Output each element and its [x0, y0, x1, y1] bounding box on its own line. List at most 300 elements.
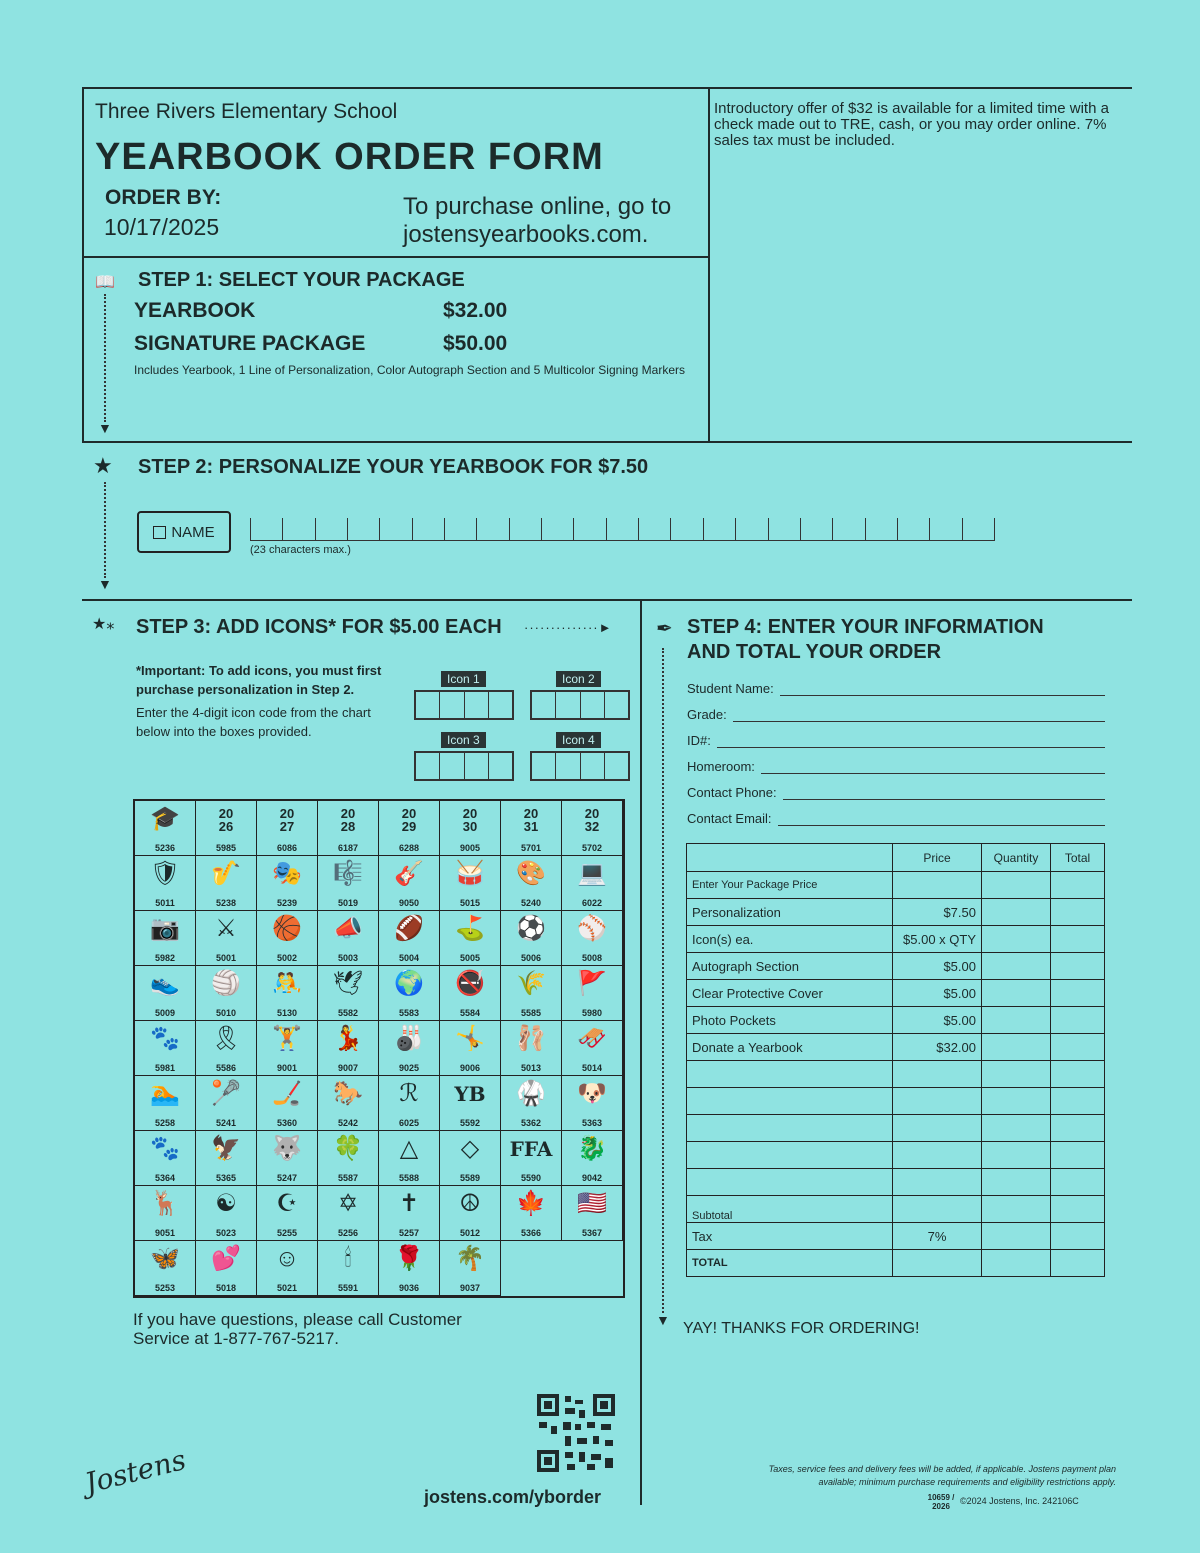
package-yearbook-name: YEARBOOK	[134, 299, 256, 322]
homeroom-label: Homeroom:	[687, 759, 755, 774]
row-icons-qty[interactable]	[982, 926, 1051, 953]
icon-code: 5239	[276, 898, 298, 908]
contact-email-field[interactable]	[687, 800, 1105, 826]
icon-cell	[562, 1186, 623, 1241]
tax-rate: 7%	[893, 1223, 982, 1250]
icon-code: 5981	[154, 1063, 176, 1073]
icon-cell	[501, 801, 562, 856]
icon-cell	[257, 801, 318, 856]
row-autograph-total[interactable]	[1051, 953, 1105, 980]
icon-glyph: 🎼	[333, 860, 363, 887]
icon-cell	[196, 1241, 257, 1296]
icon-glyph: 🐾	[150, 1025, 180, 1052]
icon-cell	[257, 1241, 318, 1296]
icon-glyph: 🎗	[210, 1025, 242, 1052]
customer-service-note: If you have questions, please call Customer Service at 1-877-767-5217.	[133, 1310, 462, 1348]
icon-code: 5247	[276, 1173, 298, 1183]
icon-cell	[318, 856, 379, 911]
row-donate-price: $32.00	[893, 1034, 982, 1061]
row-photo-pockets-price: $5.00	[893, 1007, 982, 1034]
icon-code: 5366	[520, 1228, 542, 1238]
row-autograph-qty[interactable]	[982, 953, 1051, 980]
row-personalization-label: Personalization	[687, 899, 893, 926]
icon-glyph: YB	[454, 1082, 486, 1106]
icon-code: 5367	[581, 1228, 603, 1238]
info-fields	[687, 670, 1105, 826]
icon-cell	[196, 1076, 257, 1131]
icon-glyph: 🚭	[455, 970, 485, 997]
row-personalization-price: $7.50	[893, 899, 982, 926]
package-yearbook-price: $32.00	[443, 299, 508, 322]
icon-cell	[196, 911, 257, 966]
icon-cell	[196, 856, 257, 911]
icon-glyph: 🏐	[211, 970, 241, 997]
icon3-code-boxes[interactable]	[414, 751, 514, 781]
icon-glyph: 🥋	[516, 1080, 546, 1107]
icon-code: 5006	[520, 953, 542, 963]
icon-glyph: ☪	[276, 1190, 298, 1217]
icon-code: 5360	[276, 1118, 298, 1128]
blank-row[interactable]	[687, 1115, 893, 1142]
icon-code: 5587	[337, 1173, 359, 1183]
qr-code-icon	[535, 1392, 617, 1474]
icon-code: 6187	[337, 843, 359, 853]
arrow-down-icon: ▼	[98, 420, 112, 436]
icon-glyph: 20 26	[218, 806, 234, 834]
icon-cell	[379, 801, 440, 856]
icon-glyph: 🏀	[272, 915, 302, 942]
homeroom-field[interactable]	[687, 748, 1105, 774]
icon-glyph: 👟	[150, 970, 180, 997]
icon-glyph: 🕯	[344, 1245, 352, 1272]
icon-cell	[257, 1131, 318, 1186]
icon-glyph: 20 29	[401, 806, 417, 834]
row-cover-qty[interactable]	[982, 980, 1051, 1007]
book-icon: 📖	[95, 274, 115, 291]
icon-cell	[196, 1131, 257, 1186]
icon-glyph: 🦋	[150, 1245, 180, 1272]
icon-glyph: ⚽	[516, 915, 546, 942]
icon-code: 9001	[276, 1063, 298, 1073]
contact-email-label: Contact Email:	[687, 811, 772, 826]
blank-row[interactable]	[687, 1088, 893, 1115]
icon-glyph: 🚩	[577, 970, 607, 997]
row-package-label: Enter Your Package Price	[687, 872, 893, 899]
row-donate-qty[interactable]	[982, 1034, 1051, 1061]
step2-heading: STEP 2: PERSONALIZE YOUR YEARBOOK FOR $7.50	[138, 456, 649, 478]
icon-code: 6025	[398, 1118, 420, 1128]
icon-glyph: ◇	[460, 1135, 480, 1162]
icon-cell	[135, 1241, 196, 1296]
tax-label: Tax	[687, 1223, 893, 1250]
id-field[interactable]	[687, 722, 1105, 748]
icon-glyph: ⚔	[215, 915, 237, 942]
contact-phone-label: Contact Phone:	[687, 785, 777, 800]
row-autograph-label: Autograph Section	[687, 953, 893, 980]
icon-cell	[501, 1021, 562, 1076]
icon-cell	[257, 966, 318, 1021]
icon-code: 5018	[215, 1283, 237, 1293]
icon-cell	[440, 966, 501, 1021]
icon-glyph: 🕊	[332, 970, 364, 997]
icon-cell	[318, 1021, 379, 1076]
icon-glyph: 🍁	[516, 1190, 546, 1217]
fine-print: Taxes, service fees and delivery fees will be added, if applicable. Jostens payment plan available; minimum purchase requirements and eligibility restrictions apply.	[768, 1464, 1116, 1487]
icon-glyph: 🩰	[516, 1025, 546, 1052]
icon-glyph: 🦅	[211, 1135, 241, 1162]
icon-glyph: 🌍	[394, 970, 424, 997]
icon-cell	[135, 966, 196, 1021]
icon-cell	[440, 801, 501, 856]
icon-cell	[379, 1186, 440, 1241]
icon1-label: Icon 1	[441, 671, 486, 687]
icon1-code-boxes[interactable]	[414, 690, 514, 720]
icon-glyph: 🐺	[272, 1135, 302, 1162]
step4-heading-line2: AND TOTAL YOUR ORDER	[687, 641, 942, 663]
row-personalization-total[interactable]	[1051, 899, 1105, 926]
order-by-label: ORDER BY:	[105, 186, 222, 209]
row-photo-pockets-total[interactable]	[1051, 1007, 1105, 1034]
student-name-label: Student Name:	[687, 681, 774, 696]
row-icons-price: $5.00 x QTY	[893, 926, 982, 953]
icon-code: 6288	[398, 843, 420, 853]
icon-cell	[135, 801, 196, 856]
order-by-date: 10/17/2025	[104, 214, 220, 240]
icon-cell	[379, 1076, 440, 1131]
icon-cell	[135, 1021, 196, 1076]
step3-heading: STEP 3: ADD ICONS* FOR $5.00 EACH	[136, 616, 502, 638]
icon-code: 9051	[154, 1228, 176, 1238]
icon-cell	[562, 1021, 623, 1076]
package-signature-name: SIGNATURE PACKAGE	[134, 332, 366, 355]
icon-cell	[135, 1131, 196, 1186]
name-character-boxes[interactable]	[250, 518, 995, 541]
icon-glyph: 🌴	[455, 1245, 485, 1272]
icon-cell	[379, 1131, 440, 1186]
icon-cell	[562, 801, 623, 856]
icon-cell	[501, 1076, 562, 1131]
icon-code: 9042	[581, 1173, 603, 1183]
icon-glyph: 20 30	[462, 806, 478, 834]
icon-glyph: 🎷	[211, 860, 241, 887]
icon-cell	[562, 966, 623, 1021]
jostens-logo: Jostens	[81, 1443, 190, 1500]
icon-code: 5982	[154, 953, 176, 963]
icon-glyph: 🎭	[272, 860, 302, 887]
icon-code: 5257	[398, 1228, 420, 1238]
icon-glyph: 💃	[333, 1025, 363, 1052]
thanks-message: YAY! THANKS FOR ORDERING!	[683, 1320, 920, 1337]
icon-glyph: 🏒	[272, 1080, 302, 1107]
icon-glyph: 📣	[333, 915, 363, 942]
icon-glyph: ☺	[274, 1245, 300, 1272]
icon-cell	[318, 1076, 379, 1131]
row-cover-price: $5.00	[893, 980, 982, 1007]
package-signature-price: $50.00	[443, 332, 508, 355]
icon-code: 5985	[215, 843, 237, 853]
icon-code: 6022	[581, 898, 603, 908]
icon3-label: Icon 3	[441, 732, 486, 748]
icon-code: 5011	[155, 898, 175, 908]
icon-code: 9036	[398, 1283, 420, 1293]
order-url[interactable]: jostens.com/yborder	[424, 1487, 602, 1507]
icon-code: 5012	[459, 1228, 481, 1238]
icon-glyph: 💻	[577, 860, 607, 887]
icon-code: 5003	[337, 953, 359, 963]
icon-code: 5365	[215, 1173, 237, 1183]
character-max-note: (23 characters max.)	[250, 544, 351, 556]
icon-code: 5591	[337, 1283, 359, 1293]
icon-glyph: ☯	[215, 1190, 237, 1217]
icon2-label: Icon 2	[556, 671, 601, 687]
row-cover-total[interactable]	[1051, 980, 1105, 1007]
icon-cell	[562, 856, 623, 911]
icon-code: 5584	[459, 1008, 481, 1018]
icon-glyph: 🐶	[577, 1080, 607, 1107]
icon-cell	[440, 856, 501, 911]
icon-glyph: 🇺🇸	[577, 1190, 607, 1217]
row-photo-pockets-label: Photo Pockets	[687, 1007, 893, 1034]
stars-icon: ★⁎	[92, 616, 115, 633]
icon-code: 5013	[520, 1063, 542, 1073]
icon-cell	[196, 1186, 257, 1241]
icon-cell	[135, 856, 196, 911]
icon-code: 5009	[154, 1008, 176, 1018]
grand-total-label: TOTAL	[687, 1250, 893, 1277]
row-package-price	[893, 872, 982, 899]
icon-glyph: 💕	[211, 1245, 241, 1272]
page-title: YEARBOOK ORDER FORM	[95, 136, 604, 178]
icon-code: 5592	[459, 1118, 481, 1128]
icon-cell	[562, 1131, 623, 1186]
icon-code: 5255	[276, 1228, 298, 1238]
row-autograph-price: $5.00	[893, 953, 982, 980]
row-package-total[interactable]	[1051, 872, 1105, 899]
grand-total[interactable]	[1051, 1250, 1105, 1277]
icon-glyph: ⚾	[577, 915, 607, 942]
row-donate-total[interactable]	[1051, 1034, 1105, 1061]
icon-code: 5236	[154, 843, 176, 853]
icon-glyph: ⛳	[455, 915, 485, 942]
pen-icon: ✒	[656, 618, 673, 640]
icon-code: 5004	[398, 953, 420, 963]
icon-code: 5014	[581, 1063, 603, 1073]
icon-instructions: Enter the 4-digit icon code from the chart below into the boxes provided.	[136, 705, 371, 739]
icon-glyph: FFA	[509, 1137, 553, 1161]
blank-row[interactable]	[687, 1142, 893, 1169]
row-icons-total[interactable]	[1051, 926, 1105, 953]
icon-code: 5005	[459, 953, 481, 963]
icon-cell	[135, 1186, 196, 1241]
row-donate-label: Donate a Yearbook	[687, 1034, 893, 1061]
icon-glyph: 🤸	[455, 1025, 485, 1052]
arrow-down-icon: ▼	[98, 576, 112, 592]
icon-glyph: 🌾	[516, 970, 546, 997]
icon-glyph: 🐉	[577, 1135, 607, 1162]
icon-glyph: △	[399, 1135, 419, 1162]
icon-glyph: 🛡	[149, 860, 181, 887]
icon-glyph: ℛ	[399, 1080, 419, 1107]
header-price: Price	[893, 844, 982, 872]
intro-offer: Introductory offer of $32 is available for a limited time with a check made out to TRE, cash, or you may order online. 7% sales tax must be included.	[714, 100, 1109, 149]
icon-glyph: 🐾	[150, 1135, 180, 1162]
icon-code: 9005	[459, 843, 481, 853]
icon-glyph: 🎨	[516, 860, 546, 887]
icon-cell	[501, 911, 562, 966]
subtotal-total[interactable]	[1051, 1196, 1105, 1223]
icon-glyph: 🥍	[211, 1080, 241, 1107]
icon-glyph: ☮	[459, 1190, 481, 1217]
icon-code: 5253	[154, 1283, 176, 1293]
icon-code: 5590	[520, 1173, 542, 1183]
star-icon: ★	[93, 453, 113, 478]
icon4-label: Icon 4	[556, 732, 601, 748]
icon-code: 5240	[520, 898, 542, 908]
student-name-field[interactable]	[687, 670, 1105, 696]
icon-glyph: 20 27	[279, 806, 295, 834]
icon-cell	[135, 911, 196, 966]
icon-cell	[440, 911, 501, 966]
icon-cell	[318, 966, 379, 1021]
icon-code: 5242	[337, 1118, 359, 1128]
dotted-arrow-right-icon: ··············►	[524, 620, 613, 635]
icon-code: 5002	[276, 953, 298, 963]
icon-code: 5701	[520, 843, 542, 853]
icon-code: 5001	[215, 953, 237, 963]
icon-code: 9050	[398, 898, 420, 908]
icon-cell	[318, 1186, 379, 1241]
id-label: ID#:	[687, 733, 711, 748]
icon-cell	[440, 1131, 501, 1186]
subtotal-label: Subtotal	[687, 1196, 893, 1223]
icon-glyph: 🌹	[394, 1245, 424, 1272]
icon-code: 5258	[154, 1118, 176, 1128]
icon-glyph: ✝	[398, 1190, 420, 1217]
icon-glyph: 🥁	[455, 860, 485, 887]
icon-code: 5582	[337, 1008, 359, 1018]
icon-cell	[501, 966, 562, 1021]
step1-heading: STEP 1: SELECT YOUR PACKAGE	[138, 269, 465, 291]
icon-code: 5130	[276, 1008, 298, 1018]
grade-label: Grade:	[687, 707, 727, 722]
icon-cell	[379, 856, 440, 911]
icon-code: 5364	[154, 1173, 176, 1183]
blank-row[interactable]	[687, 1169, 893, 1196]
icon-code: 9007	[337, 1063, 359, 1073]
school-name: Three Rivers Elementary School	[95, 100, 398, 123]
icon-cell	[379, 1241, 440, 1296]
icon-cell	[562, 1076, 623, 1131]
icon-cell	[501, 1186, 562, 1241]
icon-glyph: 🏋	[272, 1025, 302, 1052]
icon-cell	[196, 1021, 257, 1076]
icon-cell	[257, 1076, 318, 1131]
icon-cell	[257, 1186, 318, 1241]
icon-code: 6086	[276, 843, 298, 853]
package-note: Includes Yearbook, 1 Line of Personalization, Color Autograph Section and 5 Multicolor Signing Markers	[134, 363, 685, 377]
icon-code: 5586	[215, 1063, 237, 1073]
icon-cell	[318, 1131, 379, 1186]
row-icons-label: Icon(s) ea.	[687, 926, 893, 953]
online-line-1: To purchase online, go to	[403, 193, 672, 220]
icon-code: 5021	[276, 1283, 298, 1293]
icon-glyph: 🍀	[333, 1135, 363, 1162]
row-cover-label: Clear Protective Cover	[687, 980, 893, 1007]
grade-field[interactable]	[687, 696, 1105, 722]
icon-chart	[133, 799, 625, 1298]
icon-cell	[440, 1241, 501, 1296]
icon-cell	[379, 966, 440, 1021]
icon-code: 5588	[398, 1173, 420, 1183]
header-total: Total	[1051, 844, 1105, 872]
icon-glyph: 🏈	[394, 915, 424, 942]
icon-cell	[318, 801, 379, 856]
icon-glyph: 🎓	[150, 805, 180, 832]
icon-important-note: *Important: To add icons, you must first purchase personalization in Step 2.	[136, 663, 382, 697]
icon-cell	[501, 1131, 562, 1186]
contact-phone-field[interactable]	[687, 774, 1105, 800]
header-blank	[687, 844, 893, 872]
online-url: jostensyearbooks.com.	[403, 221, 649, 248]
icon-code: 5585	[520, 1008, 542, 1018]
icon-code: 5363	[581, 1118, 603, 1128]
icon-glyph: 20 31	[523, 806, 539, 834]
tax-total[interactable]	[1051, 1223, 1105, 1250]
icon-code: 5238	[215, 898, 237, 908]
icon-code: 5015	[459, 898, 481, 908]
icon-cell	[501, 856, 562, 911]
icon-glyph: ✡	[337, 1190, 359, 1217]
blank-row[interactable]	[687, 1061, 893, 1088]
checkbox-square[interactable]	[153, 526, 166, 539]
icon-code: 5241	[215, 1118, 237, 1128]
icon-cell	[196, 966, 257, 1021]
arrow-down-icon: ▼	[656, 1312, 670, 1328]
icon-cell	[318, 911, 379, 966]
icon-cell	[318, 1241, 379, 1296]
icon-glyph: 🛷	[577, 1025, 607, 1052]
icon-glyph: 🎳	[394, 1025, 424, 1052]
row-personalization-qty[interactable]	[982, 899, 1051, 926]
icon-cell	[562, 911, 623, 966]
name-label: NAME	[171, 523, 215, 541]
icon4-code-boxes[interactable]	[530, 751, 630, 781]
copyright: ©2024 Jostens, Inc. 242106C	[960, 1496, 1079, 1506]
icon2-code-boxes[interactable]	[530, 690, 630, 720]
name-checkbox[interactable]	[137, 511, 231, 553]
icon-glyph: 🎸	[394, 860, 424, 887]
row-photo-pockets-qty[interactable]	[982, 1007, 1051, 1034]
row-package-qty[interactable]	[982, 872, 1051, 899]
icon-code: 9006	[459, 1063, 481, 1073]
icon-glyph: 🦌	[150, 1190, 180, 1217]
form-code: 10659 / 2026	[927, 1493, 955, 1511]
icon-cell	[440, 1076, 501, 1131]
icon-glyph: 🏊	[150, 1080, 180, 1107]
icon-code: 5008	[581, 953, 603, 963]
icon-cell	[135, 1076, 196, 1131]
icon-cell	[379, 911, 440, 966]
icon-cell	[440, 1186, 501, 1241]
icon-glyph: 📷	[150, 915, 180, 942]
online-purchase-note	[403, 193, 713, 249]
icon-cell	[196, 801, 257, 856]
icon-cell	[257, 856, 318, 911]
order-total-table	[686, 843, 1105, 1277]
icon-code: 5583	[398, 1008, 420, 1018]
step4-heading-line1: STEP 4: ENTER YOUR INFORMATION	[687, 616, 1044, 638]
icon-code: 5980	[581, 1008, 603, 1018]
